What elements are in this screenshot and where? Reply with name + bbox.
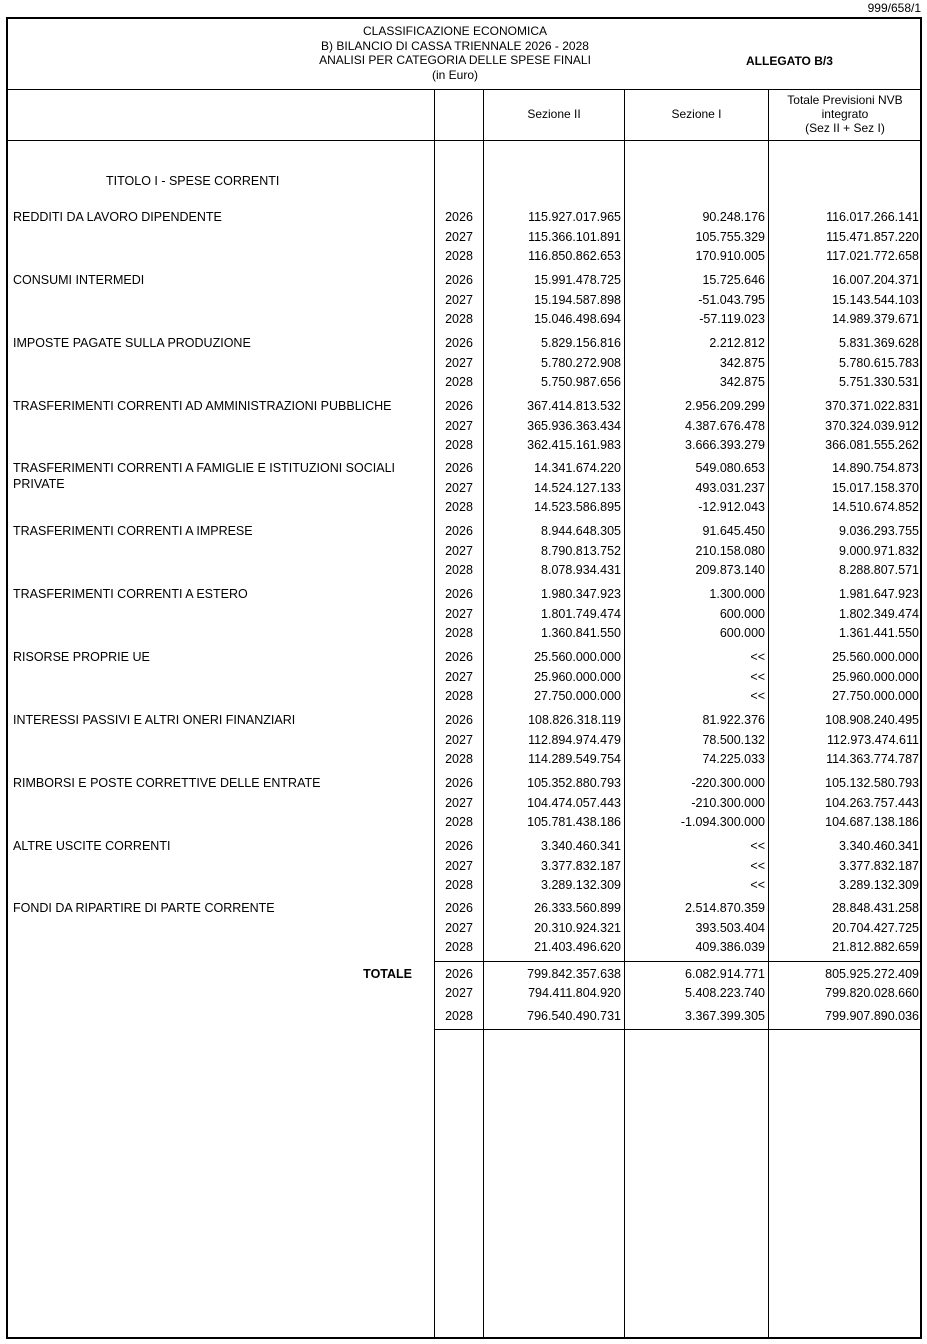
cell-sezione-2: 14.341.674.220 (534, 461, 621, 475)
cell-year: 2027 (445, 732, 473, 747)
cell-totale: 3.289.132.309 (839, 878, 919, 893)
cell-sezione-2: 365.936.363.434 (527, 418, 621, 433)
totale-cell-sezione-2: 794.411.804.920 (528, 986, 621, 1000)
cell-sezione-1: 493.031.237 (695, 480, 765, 495)
totale-cell-sezione-1: 5.408.223.740 (685, 986, 765, 1000)
cell-sezione-2: 3.340.460.341 (541, 839, 621, 853)
cell-sezione-2: 5.780.272.908 (541, 355, 621, 370)
cell-sezione-1: 3.666.393.279 (685, 438, 765, 453)
cell-totale: 15.143.544.103 (832, 292, 919, 307)
cell-sezione-2: 114.289.549.754 (528, 752, 621, 767)
allegato-label: ALLEGATO B/3 (746, 54, 833, 68)
rule-header-bottom (7, 89, 921, 90)
cell-sezione-1: << (750, 650, 765, 664)
cell-year: 2026 (445, 776, 473, 790)
cell-year: 2026 (445, 210, 473, 224)
cell-sezione-2: 8.944.648.305 (541, 524, 621, 538)
section-title: TITOLO I - SPESE CORRENTI (106, 174, 280, 188)
cell-totale: 104.687.138.186 (825, 815, 919, 830)
cell-sezione-1: 600.000 (719, 626, 765, 641)
cell-totale: 5.751.330.531 (839, 375, 919, 390)
category-label: RISORSE PROPRIE UE (13, 650, 150, 664)
cell-sezione-2: 15.991.478.725 (534, 273, 621, 287)
cell-totale: 5.780.615.783 (839, 355, 919, 370)
cell-totale: 3.340.460.341 (839, 839, 919, 853)
cell-totale: 16.007.204.371 (832, 273, 919, 287)
cell-totale: 108.908.240.495 (825, 713, 919, 727)
category-label: TRASFERIMENTI CORRENTI A IMPRESE (13, 524, 253, 538)
category-label: TRASFERIMENTI CORRENTI AD AMMINISTRAZIONI PUBBLICHE (13, 399, 392, 413)
cell-sezione-2: 27.750.000.000 (534, 689, 621, 704)
cell-year: 2027 (445, 229, 473, 244)
category-label: RIMBORSI E POSTE CORRETTIVE DELLE ENTRATE (13, 776, 321, 790)
cell-sezione-1: 1.300.000 (709, 587, 765, 601)
cell-totale: 5.831.369.628 (839, 336, 919, 350)
cell-sezione-1: -12.912.043 (698, 500, 765, 515)
cell-sezione-2: 3.289.132.309 (541, 878, 621, 893)
cell-totale: 370.324.039.912 (825, 418, 919, 433)
cell-sezione-2: 115.366.101.891 (528, 229, 621, 244)
cell-sezione-2: 5.750.987.656 (541, 375, 621, 390)
cell-year: 2028 (445, 375, 473, 390)
cell-totale: 9.036.293.755 (839, 524, 919, 538)
cell-sezione-2: 116.850.862.653 (528, 249, 621, 264)
cell-sezione-2: 15.194.587.898 (534, 292, 621, 307)
col-header-sezione-1: Sezione I (671, 107, 722, 121)
cell-sezione-2: 14.524.127.133 (534, 480, 621, 495)
cell-sezione-2: 367.414.813.532 (527, 399, 621, 413)
cell-sezione-1: 4.387.676.478 (685, 418, 765, 433)
cell-sezione-1: 393.503.404 (695, 920, 765, 935)
cell-totale: 1.361.441.550 (839, 626, 919, 641)
cell-totale: 3.377.832.187 (839, 858, 919, 873)
totale-cell-year: 2028 (445, 1009, 473, 1023)
cell-sezione-1: 105.755.329 (695, 229, 765, 244)
cell-totale: 15.017.158.370 (832, 480, 919, 495)
cell-totale: 105.132.580.793 (825, 776, 919, 790)
cell-totale: 25.560.000.000 (832, 650, 919, 664)
cell-year: 2027 (445, 858, 473, 873)
cell-year: 2027 (445, 355, 473, 370)
cell-year: 2026 (445, 901, 473, 915)
cell-sezione-1: -220.300.000 (691, 776, 765, 790)
cell-year: 2028 (445, 312, 473, 327)
cell-totale: 28.848.431.258 (832, 901, 919, 915)
cell-totale: 27.750.000.000 (832, 689, 919, 704)
cell-sezione-2: 105.352.880.793 (527, 776, 621, 790)
cell-sezione-1: 210.158.080 (695, 543, 765, 558)
cell-year: 2028 (445, 815, 473, 830)
cell-year: 2028 (445, 438, 473, 453)
cell-sezione-1: 342.875 (719, 355, 765, 370)
cell-totale: 114.363.774.787 (826, 752, 919, 767)
category-label: INTERESSI PASSIVI E ALTRI ONERI FINANZIARI (13, 713, 296, 727)
cell-sezione-2: 105.781.438.186 (527, 815, 621, 830)
rule-totale-bottom (435, 1029, 921, 1030)
cell-sezione-1: 409.386.039 (695, 940, 765, 955)
cell-year: 2028 (445, 249, 473, 264)
cell-sezione-2: 8.078.934.431 (541, 563, 621, 578)
cell-sezione-1: -51.043.795 (698, 292, 765, 307)
cell-sezione-1: -210.300.000 (691, 795, 765, 810)
cell-sezione-2: 3.377.832.187 (541, 858, 621, 873)
cell-sezione-1: 2.514.870.359 (685, 901, 765, 915)
category-label: ALTRE USCITE CORRENTI (13, 839, 171, 853)
cell-year: 2026 (445, 650, 473, 664)
cell-sezione-1: 2.956.209.299 (685, 399, 765, 413)
cell-totale: 14.510.674.852 (832, 500, 919, 515)
col-header-sezione-2: Sezione II (527, 107, 581, 121)
cell-sezione-2: 14.523.586.895 (534, 500, 621, 515)
cell-totale: 20.704.427.725 (832, 920, 919, 935)
cell-sezione-1: -57.119.023 (699, 312, 765, 327)
rule-totale-top (435, 961, 921, 962)
cell-year: 2027 (445, 795, 473, 810)
cell-sezione-1: 90.248.176 (702, 210, 765, 224)
page-id: 999/658/1 (867, 1, 921, 15)
cell-totale: 14.989.379.671 (832, 312, 919, 327)
totale-cell-totale: 805.925.272.409 (825, 967, 919, 981)
category-label: TRASFERIMENTI CORRENTI A FAMIGLIE E ISTITUZIONI SOCIALI PRIVATE (13, 461, 395, 491)
cell-sezione-2: 362.415.161.983 (527, 438, 621, 453)
cell-sezione-1: 170.910.005 (695, 249, 765, 264)
cell-sezione-2: 25.960.000.000 (534, 669, 621, 684)
totale-cell-totale: 799.820.028.660 (825, 986, 919, 1000)
cell-totale: 104.263.757.443 (825, 795, 919, 810)
col-header-totale-line-1: Totale Previsioni NVB (787, 93, 903, 107)
cell-sezione-2: 20.310.924.321 (534, 920, 621, 935)
cell-year: 2026 (445, 713, 473, 727)
cell-sezione-1: << (750, 858, 765, 873)
cell-totale: 117.021.772.658 (826, 249, 919, 264)
cell-sezione-2: 15.046.498.694 (534, 312, 621, 327)
cell-year: 2027 (445, 669, 473, 684)
cell-totale: 116.017.266.141 (826, 210, 919, 224)
cell-year: 2026 (445, 524, 473, 538)
cell-year: 2026 (445, 587, 473, 601)
cell-year: 2028 (445, 940, 473, 955)
cell-year: 2028 (445, 563, 473, 578)
cell-sezione-2: 112.894.974.479 (528, 732, 621, 747)
col-header-totale-line-3: (Sez II + Sez I) (805, 121, 885, 135)
cell-year: 2027 (445, 480, 473, 495)
cell-sezione-2: 1.980.347.923 (541, 587, 621, 601)
document-title (250, 24, 660, 82)
rule-col-sez1 (624, 89, 625, 1338)
cell-year: 2027 (445, 418, 473, 433)
cell-sezione-2: 21.403.496.620 (534, 940, 621, 955)
totale-cell-sezione-2: 799.842.357.638 (527, 967, 621, 981)
category-label: REDDITI DA LAVORO DIPENDENTE (13, 210, 222, 224)
cell-totale: 115.471.857.220 (826, 229, 919, 244)
cell-sezione-2: 108.826.318.119 (528, 713, 621, 727)
cell-sezione-1: 81.922.376 (702, 713, 765, 727)
cell-totale: 8.288.807.571 (839, 563, 919, 578)
rule-col-year (434, 89, 435, 1338)
rule-col-totale (768, 89, 769, 1338)
cell-sezione-2: 1.360.841.550 (541, 626, 621, 641)
cell-totale: 370.371.022.831 (825, 399, 919, 413)
cell-year: 2028 (445, 689, 473, 704)
cell-year: 2027 (445, 543, 473, 558)
cell-sezione-2: 8.790.813.752 (541, 543, 621, 558)
col-header-totale (769, 93, 921, 135)
cell-sezione-1: -1.094.300.000 (680, 815, 765, 830)
title-line-4: (in Euro) (431, 67, 478, 82)
cell-year: 2026 (445, 461, 473, 475)
cell-sezione-1: 600.000 (719, 606, 765, 621)
rule-colhead-bottom (7, 140, 921, 141)
category-label: CONSUMI INTERMEDI (13, 273, 145, 287)
category-label: IMPOSTE PAGATE SULLA PRODUZIONE (13, 336, 251, 350)
cell-sezione-1: 2.212.812 (709, 336, 765, 350)
cell-sezione-1: 74.225.033 (702, 752, 765, 767)
cell-sezione-1: << (750, 689, 765, 704)
title-line-2: B) BILANCIO DI CASSA TRIENNALE 2026 - 2028 (321, 38, 589, 53)
totale-cell-sezione-1: 6.082.914.771 (685, 967, 765, 981)
cell-year: 2026 (445, 336, 473, 350)
category-label: FONDI DA RIPARTIRE DI PARTE CORRENTE (13, 901, 275, 915)
totale-cell-sezione-2: 796.540.490.731 (527, 1009, 621, 1023)
totale-label: TOTALE (363, 967, 412, 981)
cell-sezione-1: 78.500.132 (702, 732, 765, 747)
cell-sezione-1: 549.080.653 (695, 461, 765, 475)
cell-year: 2028 (445, 752, 473, 767)
cell-sezione-1: << (750, 669, 765, 684)
title-line-3: ANALISI PER CATEGORIA DELLE SPESE FINALI (319, 53, 591, 67)
cell-sezione-1: 342.875 (719, 375, 765, 390)
cell-year: 2028 (445, 878, 473, 893)
cell-totale: 1.981.647.923 (839, 587, 919, 601)
cell-sezione-1: 15.725.646 (702, 273, 765, 287)
rule-col-sez2 (483, 89, 484, 1338)
cell-totale: 366.081.555.262 (825, 438, 919, 453)
cell-sezione-2: 1.801.749.474 (541, 606, 621, 621)
cell-sezione-1: << (750, 839, 765, 853)
cell-totale: 21.812.882.659 (832, 940, 919, 955)
cell-sezione-1: << (750, 878, 765, 893)
cell-year: 2026 (445, 839, 473, 853)
cell-year: 2028 (445, 626, 473, 641)
cell-totale: 1.802.349.474 (839, 606, 919, 621)
cell-totale: 25.960.000.000 (832, 669, 919, 684)
cell-year: 2027 (445, 606, 473, 621)
cell-year: 2026 (445, 399, 473, 413)
title-line-1: CLASSIFICAZIONE ECONOMICA (362, 24, 548, 38)
totale-cell-sezione-1: 3.367.399.305 (685, 1009, 765, 1023)
cell-sezione-2: 26.333.560.899 (534, 901, 621, 915)
cell-year: 2028 (445, 500, 473, 515)
cell-sezione-1: 91.645.450 (702, 524, 765, 538)
cell-sezione-2: 5.829.156.816 (541, 336, 621, 350)
cell-totale: 9.000.971.832 (839, 543, 919, 558)
cell-totale: 14.890.754.873 (832, 461, 919, 475)
totale-cell-year: 2026 (445, 967, 473, 981)
cell-sezione-2: 104.474.057.443 (527, 795, 621, 810)
cell-sezione-2: 115.927.017.965 (528, 210, 621, 224)
cell-year: 2027 (445, 920, 473, 935)
cell-year: 2027 (445, 292, 473, 307)
totale-cell-year: 2027 (445, 986, 473, 1000)
col-header-totale-line-2: integrato (821, 107, 869, 121)
cell-sezione-2: 25.560.000.000 (534, 650, 621, 664)
totale-cell-totale: 799.907.890.036 (825, 1009, 919, 1023)
cell-year: 2026 (445, 273, 473, 287)
cell-totale: 112.973.474.611 (827, 732, 919, 747)
cell-sezione-1: 209.873.140 (695, 563, 765, 578)
category-label: TRASFERIMENTI CORRENTI A ESTERO (13, 587, 248, 601)
